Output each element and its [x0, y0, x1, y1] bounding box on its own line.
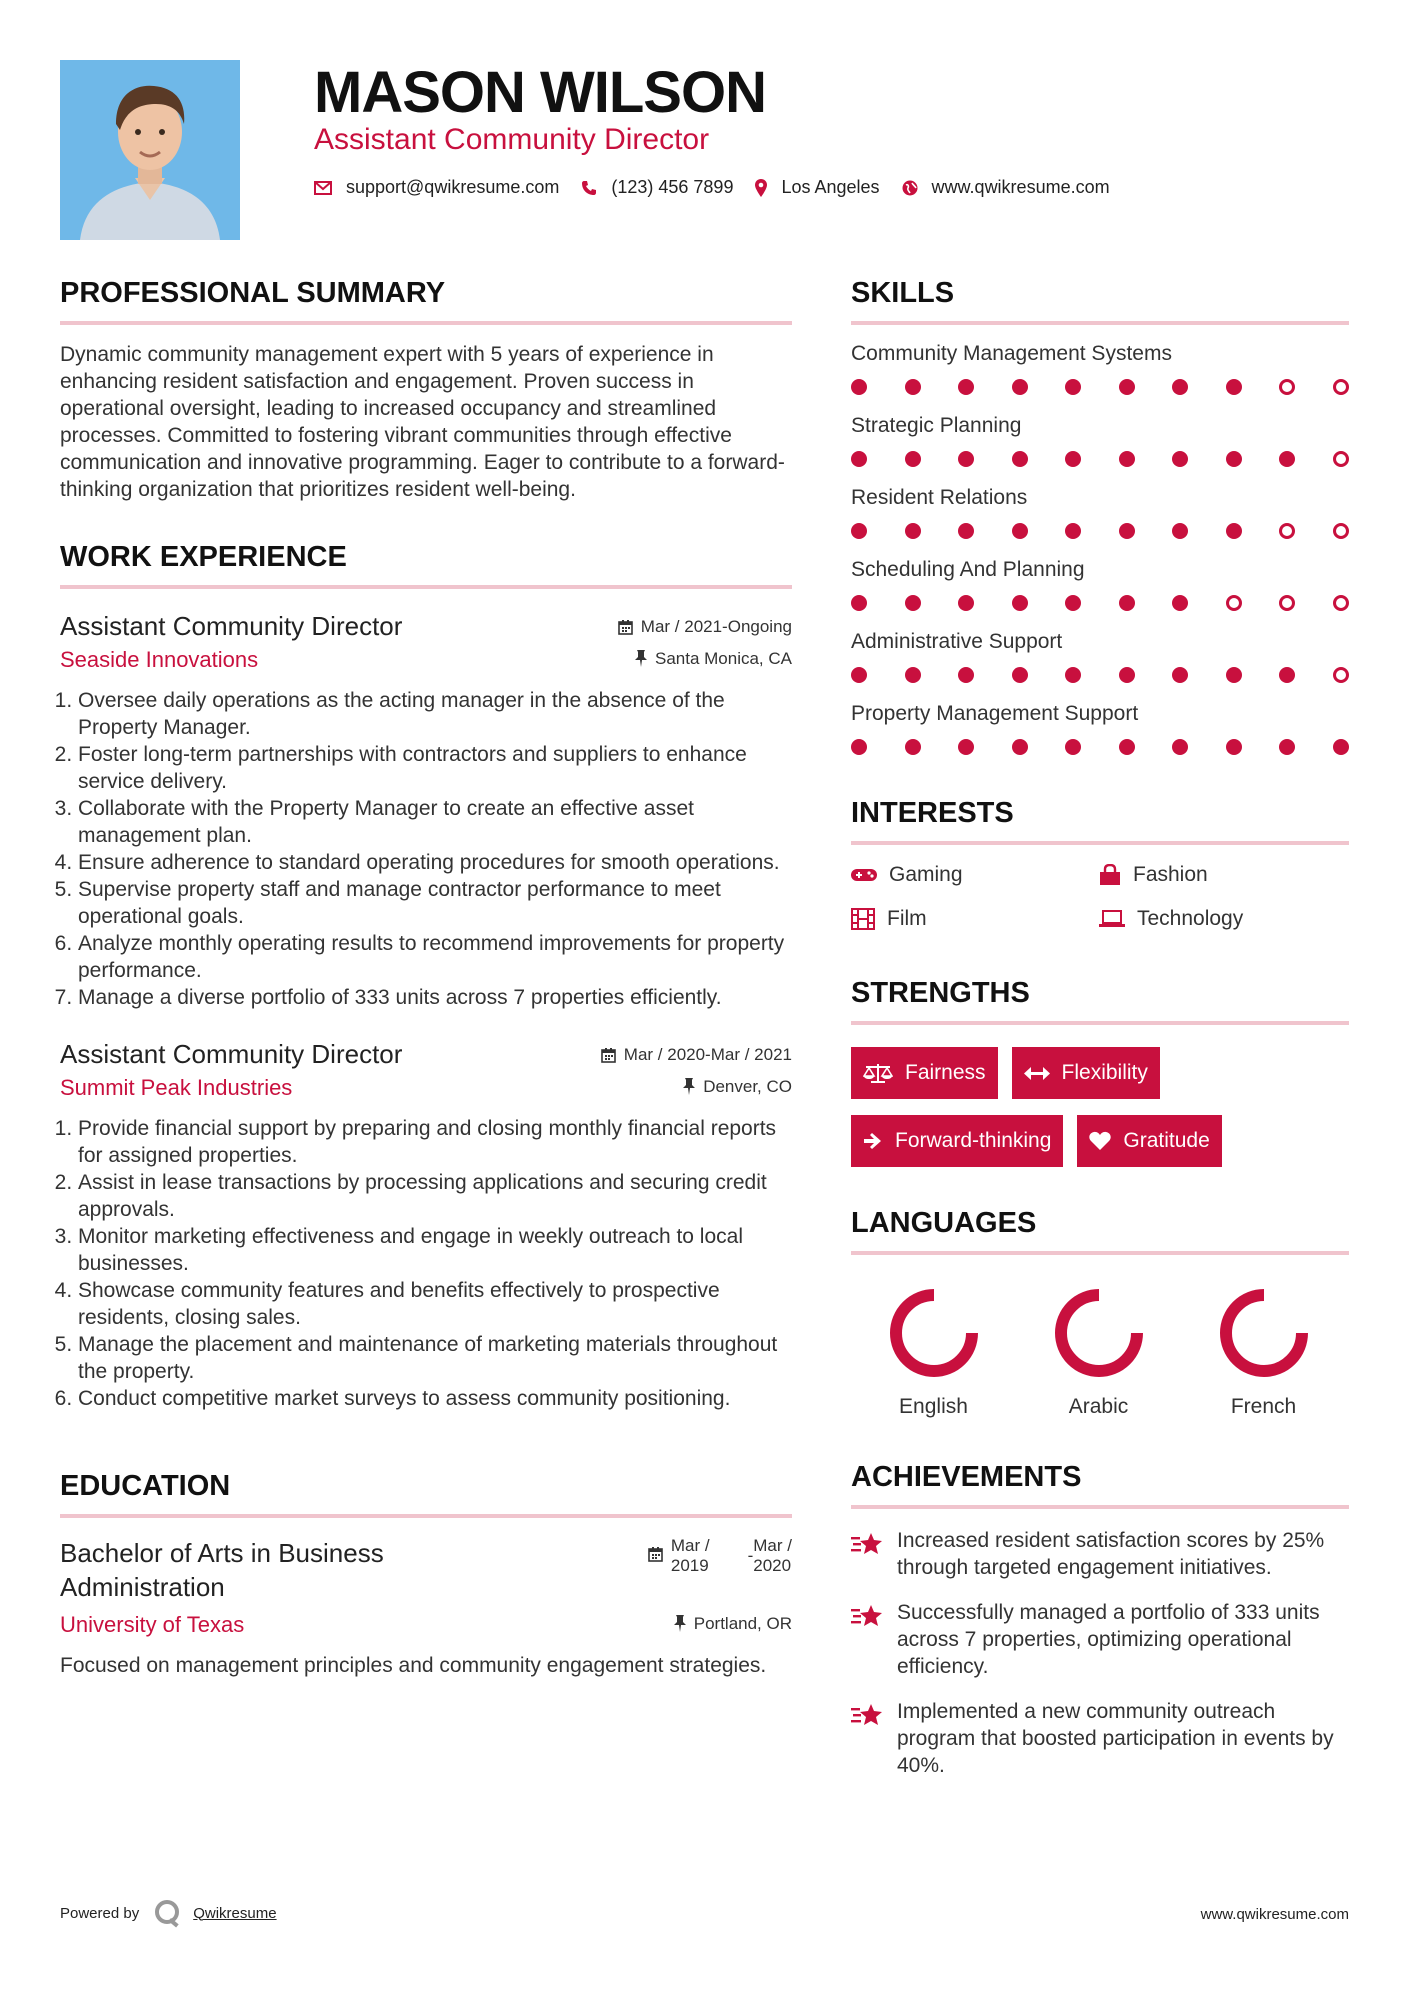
shooting-star-icon [851, 1702, 883, 1728]
skills-heading: SKILLS [851, 275, 1349, 325]
interests-heading: INTERESTS [851, 795, 1349, 845]
job-entry-2 [60, 1037, 792, 1412]
shopping-bag-icon [1099, 864, 1121, 886]
rating-dot-filled [1012, 739, 1028, 755]
rating-dot-empty [1333, 595, 1349, 611]
rating-dot-filled [851, 667, 867, 683]
language-item [851, 1283, 1016, 1419]
rating-dot-filled [1065, 739, 1081, 755]
contact-website[interactable] [902, 177, 1110, 198]
footer-powered-by [60, 1898, 277, 1928]
achievements-heading: ACHIEVEMENTS [851, 1459, 1349, 1509]
language-name: French [1230, 1395, 1297, 1418]
candidate-name: MASON WILSON [314, 60, 766, 125]
proficiency-arc [1226, 1295, 1302, 1371]
profile-photo [60, 60, 240, 240]
rating-dot-empty [1333, 523, 1349, 539]
rating-dot-filled [905, 523, 921, 539]
interest-fashion [1099, 863, 1349, 887]
rating-dot-filled [1226, 523, 1242, 539]
interest-label: Fashion [1133, 863, 1208, 886]
skill-name: Resident Relations [851, 486, 1028, 509]
job-location-text: Santa Monica, CA [654, 648, 792, 668]
list-item: 2. Assist in lease transactions by processing applications and securing credit approvals. [78, 1169, 792, 1223]
list-item: 3. Monitor marketing effectiveness and engage in weekly outreach to local businesses. [78, 1223, 792, 1277]
map-pin-icon [755, 179, 767, 197]
footer-website[interactable]: www.qwikresume.com [1200, 1906, 1349, 1923]
pushpin-icon [635, 650, 647, 667]
website-text: www.qwikresume.com [931, 177, 1110, 197]
achievement-text: Increased resident satisfaction scores by 25% through targeted engagement initiatives. [897, 1529, 1325, 1579]
education-entry [60, 1536, 792, 1679]
rating-dot-filled [1172, 379, 1188, 395]
skill-name: Strategic Planning [851, 414, 1022, 437]
job-title: Assistant Community Director [60, 1039, 403, 1069]
phone-text: (123) 456 7899 [611, 177, 734, 197]
interests-list [851, 863, 1349, 931]
job-location-text: Denver, CO [703, 1076, 792, 1096]
shooting-star-icon [851, 1603, 883, 1629]
job-bullets [60, 1115, 792, 1412]
strength-label: Gratitude [1123, 1129, 1210, 1152]
list-item: 4. Ensure adherence to standard operating procedures for smooth operations. [78, 849, 792, 876]
laptop-icon [1099, 910, 1125, 928]
rating-dot-filled [1172, 739, 1188, 755]
strengths-heading: STRENGTHS [851, 975, 1349, 1025]
rating-dot-filled [1119, 379, 1135, 395]
rating-dot-filled [851, 523, 867, 539]
rating-dot-filled [1279, 667, 1295, 683]
rating-dot-empty [1279, 379, 1295, 395]
rating-dot-filled [1172, 667, 1188, 683]
degree-line-1: Bachelor of Arts in Business [60, 1538, 384, 1568]
rating-dot-filled [958, 379, 974, 395]
job-location [683, 1077, 792, 1097]
rating-dot-filled [905, 451, 921, 467]
skill-rating [851, 667, 1349, 683]
achievement-text: Successfully managed a portfolio of 333 units across 7 properties, optimizing operational efficiency. [897, 1601, 1320, 1678]
skill-name: Community Management Systems [851, 342, 1172, 365]
interest-label: Technology [1137, 907, 1244, 930]
job-dates [618, 617, 792, 637]
heart-icon [1089, 1131, 1111, 1151]
film-icon [851, 908, 875, 930]
language-proficiency-ring [1214, 1283, 1314, 1383]
edu-start-month: Mar / [670, 1536, 710, 1555]
arrows-horizontal-icon [1024, 1066, 1050, 1080]
list-item: 4. Showcase community features and benefits effectively to prospective residents, closing sales. [78, 1277, 792, 1331]
rating-dot-filled [958, 523, 974, 539]
rating-dot-filled [1226, 667, 1242, 683]
list-item: 5. Manage the placement and maintenance of marketing materials throughout the property. [78, 1331, 792, 1385]
rating-dot-filled [1065, 595, 1081, 611]
education-heading: EDUCATION [60, 1468, 792, 1518]
languages-heading: LANGUAGES [851, 1205, 1349, 1255]
achievement-item [851, 1698, 1349, 1779]
job-entry-1 [60, 609, 792, 1011]
rating-dot-filled [905, 667, 921, 683]
list-item: 2. Foster long-term partnerships with contractors and suppliers to enhance service delivery. [78, 741, 792, 795]
skill-name: Scheduling And Planning [851, 558, 1085, 581]
rating-dot-filled [958, 451, 974, 467]
pushpin-icon [683, 1078, 695, 1095]
list-item: 3. Collaborate with the Property Manager to create an effective asset management plan. [78, 795, 792, 849]
strength-label: Flexibility [1061, 1061, 1148, 1084]
list-item: 6. Conduct competitive market surveys to assess community positioning. [78, 1385, 792, 1412]
rating-dot-filled [1065, 451, 1081, 467]
edu-end-year: 2020 [753, 1556, 792, 1575]
location-text: Los Angeles [781, 177, 880, 197]
powered-by-text: Powered by [60, 1904, 140, 1922]
left-column [60, 275, 792, 1679]
rating-dot-filled [905, 379, 921, 395]
shooting-star-icon [851, 1531, 883, 1557]
rating-dot-filled [1065, 667, 1081, 683]
skill-rating [851, 451, 1349, 467]
strengths-list [851, 1047, 1349, 1167]
interest-label: Gaming [889, 863, 963, 886]
qwikresume-logo-icon [153, 1898, 183, 1928]
skill-rating [851, 379, 1349, 395]
contact-email[interactable] [314, 177, 559, 198]
strength-tag [851, 1115, 1063, 1167]
summary-text: Dynamic community management expert with 5 years of experience in enhancing resident satisfaction and engagement. Proven success in operational oversight, leading to increased occupancy and streamlined processes. Committed to fostering vibrant communities through effective communication and innovative programming. Eager to contribute to a forward-thinking organization that prioritizes resident well-being. [60, 343, 785, 501]
interest-technology [1099, 907, 1349, 931]
proficiency-arc [896, 1295, 972, 1371]
strength-tag [851, 1047, 998, 1099]
calendar-icon [618, 619, 633, 635]
list-item: 5. Supervise property staff and manage contractor performance to meet operational goals. [78, 876, 792, 930]
rating-dot-filled [1065, 379, 1081, 395]
rating-dot-filled [1279, 739, 1295, 755]
calendar-icon [648, 1546, 663, 1562]
rating-dot-filled [1226, 379, 1242, 395]
rating-dot-empty [1279, 523, 1295, 539]
edu-end-month: Mar / [753, 1536, 792, 1555]
contact-phone[interactable] [581, 177, 733, 198]
language-proficiency-ring [884, 1283, 984, 1383]
strength-tag [1012, 1047, 1160, 1099]
experience-heading: WORK EXPERIENCE [60, 539, 792, 589]
education-dates [648, 1536, 792, 1576]
achievement-item [851, 1599, 1349, 1680]
language-proficiency-ring [1049, 1283, 1149, 1383]
education-location-text: Portland, OR [693, 1613, 792, 1633]
rating-dot-filled [1172, 451, 1188, 467]
degree-title [60, 1536, 384, 1604]
language-name: English [899, 1395, 968, 1418]
interest-label: Film [887, 907, 927, 930]
list-item: 1. Oversee daily operations as the acting manager in the absence of the Property Manager. [78, 687, 792, 741]
rating-dot-filled [851, 451, 867, 467]
edu-start-year: 2019 [670, 1556, 709, 1575]
rating-dot-filled [1172, 595, 1188, 611]
skill-name: Property Management Support [851, 702, 1139, 725]
rating-dot-empty [1279, 595, 1295, 611]
rating-dot-filled [1119, 523, 1135, 539]
skill-rating [851, 595, 1349, 611]
rating-dot-filled [1065, 523, 1081, 539]
pushpin-icon [674, 1615, 686, 1632]
contact-location [755, 177, 879, 198]
rating-dot-filled [1012, 379, 1028, 395]
gamepad-icon [851, 867, 877, 883]
job-dates-text: Mar / 2021-Ongoing [640, 617, 792, 636]
job-location [635, 649, 792, 669]
list-item: 1. Provide financial support by preparing and closing monthly financial reports for assigned properties. [78, 1115, 792, 1169]
envelope-icon [314, 181, 332, 195]
rating-dot-filled [1012, 523, 1028, 539]
school-name: University of Texas [60, 1612, 245, 1637]
candidate-title: Assistant Community Director [314, 123, 710, 156]
arrow-right-icon [863, 1131, 883, 1151]
rating-dot-filled [1279, 451, 1295, 467]
balance-scale-icon [863, 1062, 893, 1084]
rating-dot-filled [958, 595, 974, 611]
job-dates-text: Mar / 2020-Mar / 2021 [623, 1045, 792, 1064]
rating-dot-filled [958, 667, 974, 683]
skills-list [851, 341, 1349, 755]
summary-heading: PROFESSIONAL SUMMARY [60, 275, 792, 325]
rating-dot-empty [1333, 667, 1349, 683]
rating-dot-filled [1172, 523, 1188, 539]
skill-rating [851, 739, 1349, 755]
achievements-list [851, 1527, 1349, 1779]
rating-dot-filled [1119, 451, 1135, 467]
company-name: Summit Peak Industries [60, 1075, 293, 1100]
rating-dot-filled [905, 595, 921, 611]
interest-film [851, 907, 1099, 931]
rating-dot-filled [905, 739, 921, 755]
strength-label: Forward-thinking [895, 1129, 1052, 1152]
calendar-icon [601, 1047, 616, 1063]
degree-line-2: Administration [60, 1572, 225, 1602]
contact-bar [314, 177, 1132, 198]
language-item [1016, 1283, 1181, 1419]
rating-dot-filled [1226, 451, 1242, 467]
job-bullets [60, 687, 792, 1011]
list-item: 7. Manage a diverse portfolio of 333 units across 7 properties efficiently. [78, 984, 792, 1011]
globe-icon [902, 180, 918, 196]
rating-dot-filled [1119, 667, 1135, 683]
achievement-item [851, 1527, 1349, 1581]
job-dates [601, 1045, 792, 1065]
education-description: Focused on management principles and community engagement strategies. [60, 1654, 767, 1677]
skill-name: Administrative Support [851, 630, 1063, 653]
job-title: Assistant Community Director [60, 611, 403, 641]
proficiency-arc [1061, 1295, 1137, 1371]
rating-dot-empty [1333, 451, 1349, 467]
strength-label: Fairness [905, 1061, 986, 1084]
languages-list [851, 1283, 1349, 1419]
rating-dot-filled [851, 379, 867, 395]
language-item [1181, 1283, 1346, 1419]
skill-rating [851, 523, 1349, 539]
rating-dot-filled [1119, 595, 1135, 611]
strength-tag [1077, 1115, 1221, 1167]
brand-link[interactable]: Qwikresume [193, 1904, 277, 1922]
rating-dot-filled [1226, 739, 1242, 755]
rating-dot-filled [1012, 451, 1028, 467]
rating-dot-filled [1333, 739, 1349, 755]
rating-dot-filled [851, 595, 867, 611]
right-column [851, 275, 1349, 1779]
rating-dot-filled [1012, 667, 1028, 683]
rating-dot-filled [1012, 595, 1028, 611]
interest-gaming [851, 863, 1099, 887]
rating-dot-filled [1119, 739, 1135, 755]
company-name: Seaside Innovations [60, 647, 259, 672]
edu-date-separator: - [747, 1546, 754, 1565]
list-item: 6. Analyze monthly operating results to recommend improvements for property performance. [78, 930, 792, 984]
rating-dot-empty [1226, 595, 1242, 611]
rating-dot-filled [851, 739, 867, 755]
email-text: support@qwikresume.com [346, 177, 560, 197]
rating-dot-filled [958, 739, 974, 755]
phone-icon [581, 180, 597, 196]
rating-dot-empty [1333, 379, 1349, 395]
achievement-text: Implemented a new community outreach program that boosted participation in events by 40%. [897, 1700, 1334, 1777]
education-location [674, 1614, 792, 1634]
language-name: Arabic [1068, 1395, 1129, 1418]
